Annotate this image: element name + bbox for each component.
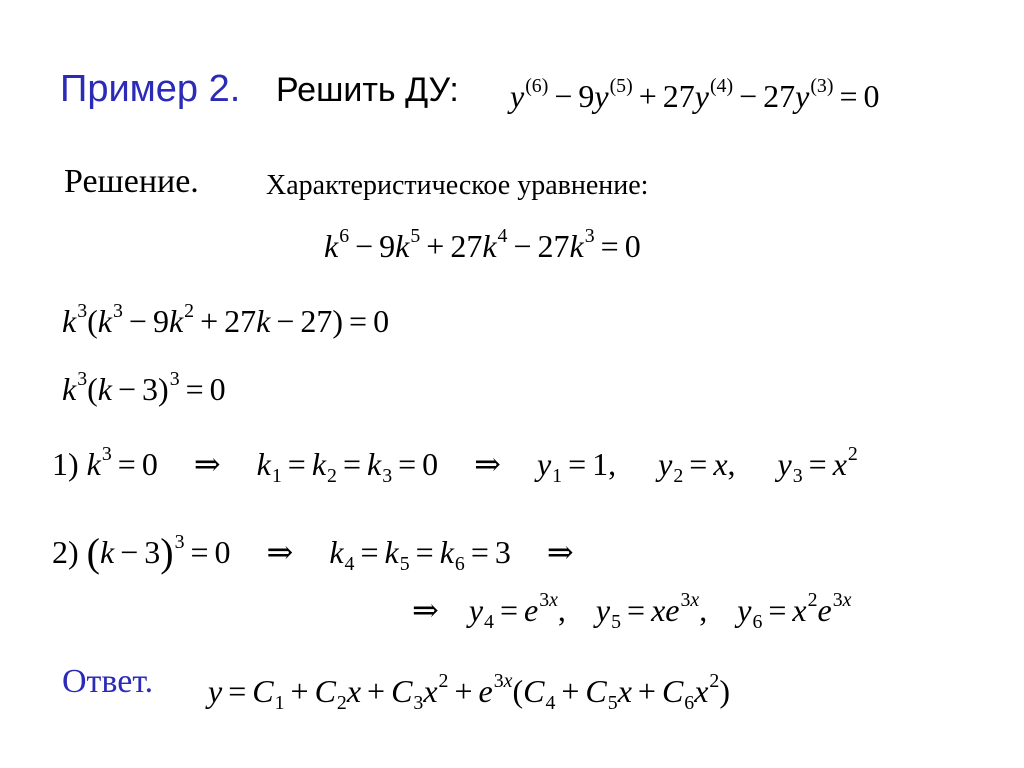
- case-1-number: 1): [52, 446, 79, 482]
- cube-form-equation: $k^3(k - 3)^3 = 0$: [62, 368, 226, 407]
- solution-label: Решение.: [64, 163, 199, 200]
- case-1-zero: 0: [141, 446, 158, 482]
- task-label: Решить ДУ:: [276, 71, 459, 109]
- case-2-roots-value: 3: [494, 534, 511, 570]
- characteristic-equation: $k^6 - 9k^5 + 27k^4 - 27k^3 = 0$: [324, 225, 641, 264]
- differential-equation: $y^{(6)} - 9y^{(5)} + 27y^{(4)} - 27y^{(3)} = 0$: [510, 75, 880, 114]
- case-1: 1) $k^3 = 0$ ⇒ $k_1 = k_2 = k_3 = 0$ ⇒ $y_1 = 1$, $y_2 = x$, $y_3 = x^2$: [52, 443, 858, 487]
- case-2-solutions: ⇒ $y_4 = e^{3x}$, $y_5 = xe^{3x}$, $y_6 = x^2e^{3x}$: [412, 589, 852, 633]
- case-1-roots-value: 0: [422, 446, 439, 482]
- answer-label: Ответ.: [62, 663, 154, 700]
- characteristic-equation-label: Характеристическое уравнение:: [266, 170, 649, 201]
- factored-equation: $k^3(k^3 - 9k^2 + 27k - 27) = 0$: [62, 300, 390, 339]
- case-1-y1-value: 1,: [592, 446, 617, 482]
- example-title: Пример 2.: [60, 68, 241, 110]
- case-2-number: 2): [52, 534, 79, 570]
- case-2: 2) $(k - 3)^3 = 0$ ⇒ $k_4 = k_5 = k_6 = 3$ ⇒: [52, 530, 574, 575]
- general-solution: $y = C_1 + C_2x + C_3x^2 + e^{3x}(C_4 + C_5x + C_6x^2)$: [208, 670, 730, 714]
